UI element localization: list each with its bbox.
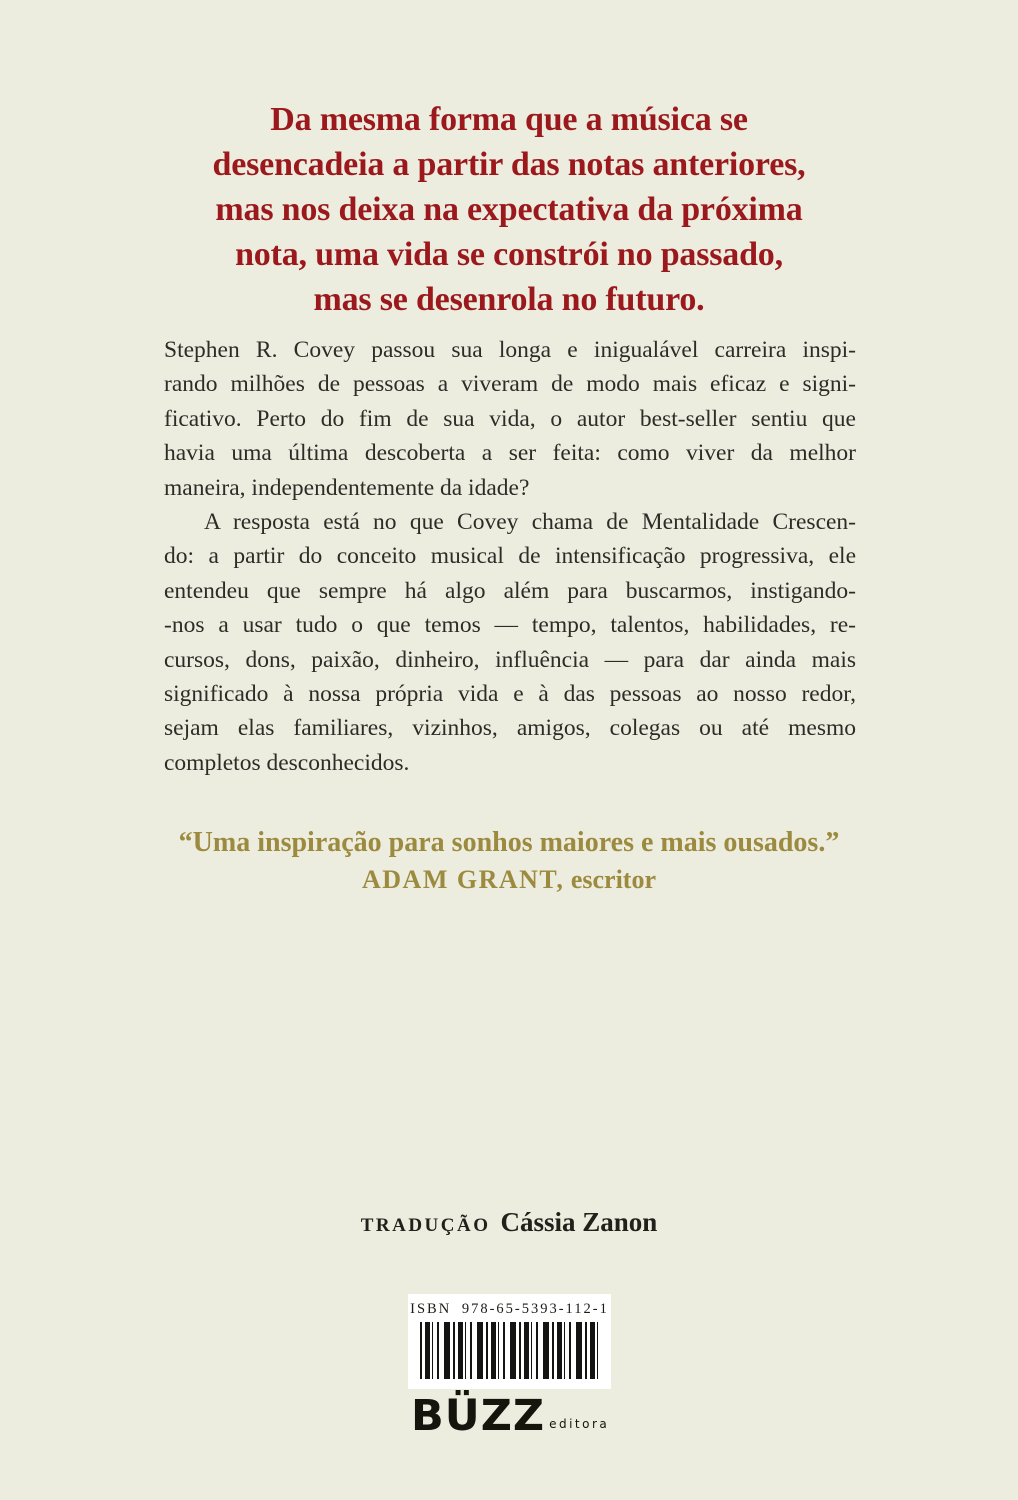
endorsement-author-name: ADAM GRANT,: [361, 865, 565, 894]
publisher-logo-text: BÜZZ: [411, 1391, 546, 1441]
publisher-logo: [411, 1391, 610, 1441]
isbn-number: 978-65-5393-112-1: [461, 1301, 609, 1317]
endorsement-attribution: [0, 862, 1018, 898]
isbn-label: ISBN: [410, 1301, 452, 1317]
synopsis-paragraph-2: A resposta está no que Covey chama de Mentalidade Crescen- do: a partir do conceito musical de intensificação progressiva, ele entendeu que sempre há algo além para buscarmos, instigando- -nos a usar tudo o que temos — tempo, talentos, habilidades, re- cursos, dons, paixão, dinheiro, influência — para dar ainda mais significado à nossa própria vida e à das pessoas ao nosso redor, sejam elas familiares, vizinhos, amigos, colegas ou até mesmo completos desconhecidos.: [164, 509, 856, 776]
publisher-logo-subtext: editora: [549, 1417, 610, 1431]
translation-label: TRADUÇÃO: [360, 1215, 491, 1236]
translation-credit: [0, 1205, 1018, 1244]
translator-name: Cássia Zanon: [500, 1207, 658, 1237]
endorsement-quote: “Uma inspiração para sonhos maiores e mais ousados.”: [178, 827, 840, 858]
headline-quote: Da mesma forma que a música se desencadeia a partir das notas anteriores, mas nos deixa na expectativa da próxima nota, uma vida se constrói no passado, mas se desenrola no futuro.: [212, 101, 806, 318]
synopsis-paragraph-1: Stephen R. Covey passou sua longa e inigualável carreira inspi- rando milhões de pessoas a viveram de modo mais eficaz e signi- ficativo. Perto do fim de sua vida, o autor best-seller sentiu que havia uma última descoberta a ser feita: como viver da melhor maneira, independentemente da idade?: [164, 337, 856, 501]
endorsement-author-role: escritor: [564, 865, 656, 894]
isbn-text: [408, 1301, 611, 1318]
endorsement: [0, 824, 1018, 898]
barcode-image: [420, 1322, 600, 1379]
synopsis: [164, 333, 856, 780]
isbn-barcode-box: [408, 1294, 611, 1389]
